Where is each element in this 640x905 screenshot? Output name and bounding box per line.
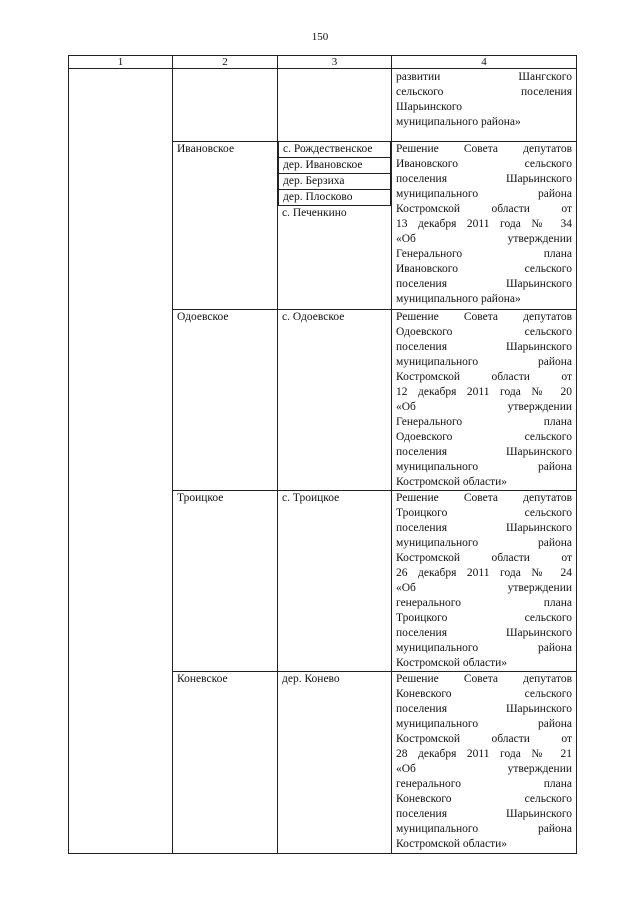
decision-line: «Об утверждении: [396, 401, 572, 413]
decision-line: 12 декабря 2011 года № 20: [396, 386, 572, 398]
decision-line: поселения Шарьинского: [396, 278, 572, 290]
places-cell: дер. Конево: [278, 672, 392, 854]
decision-line: Костромской области»: [396, 838, 508, 850]
decision-line: Одоевского сельского: [396, 326, 572, 338]
decision-line: Коневского сельского: [396, 688, 572, 700]
decision-line: Решение Совета депутатов: [396, 143, 572, 155]
decision-line: Ивановского сельского: [396, 158, 572, 170]
decision-line: Троицкого сельского: [396, 507, 572, 519]
decision-line: муниципального района»: [396, 116, 521, 128]
place-item: с. Рождественское: [278, 142, 391, 158]
column-1-cell: [69, 69, 173, 854]
column-header-1: 1: [69, 56, 173, 69]
table-row: [69, 69, 577, 142]
settlement-cell: Троицкое: [173, 491, 278, 672]
decision-line: муниципального района: [396, 461, 572, 473]
decision-line: муниципального района: [396, 537, 572, 549]
decision-line: Генерального плана: [396, 248, 572, 260]
decision-cell: [392, 310, 577, 491]
header-row: [69, 56, 577, 69]
places-cell: с. Одоевское: [278, 310, 392, 491]
decision-line: 26 декабря 2011 года № 24: [396, 567, 572, 579]
decision-line: Костромской области»: [396, 657, 508, 669]
decision-line: развитии Шангского: [396, 71, 572, 83]
decision-line: генерального плана: [396, 597, 572, 609]
column-header-3: 3: [278, 56, 392, 69]
decision-line: поселения Шарьинского: [396, 703, 572, 715]
decision-line: поселения Шарьинского: [396, 522, 572, 534]
places-cell: с. Троицкое: [278, 491, 392, 672]
decision-line: Костромской области от: [396, 552, 572, 564]
place-item: с. Печенкино: [282, 207, 347, 219]
decision-line: муниципального района: [396, 356, 572, 368]
settlement-cell: Ивановское: [173, 142, 278, 310]
settlement-cell: Коневское: [173, 672, 278, 854]
decision-line: поселения Шарьинского: [396, 341, 572, 353]
decision-line: Коневского сельского: [396, 793, 572, 805]
decision-line: Решение Совета депутатов: [396, 492, 572, 504]
decision-line: муниципального района: [396, 718, 572, 730]
decision-line: Костромской области от: [396, 203, 572, 215]
place-item: дер. Берзиха: [278, 174, 391, 190]
decision-line: генерального плана: [396, 778, 572, 790]
places-cell: [278, 142, 392, 310]
decision-line: Генерального плана: [396, 416, 572, 428]
decision-cell: [392, 69, 577, 142]
decision-line: 28 декабря 2011 года № 21: [396, 748, 572, 760]
decision-line: муниципального района: [396, 188, 572, 200]
decision-line: поселения Шарьинского: [396, 808, 572, 820]
decision-cell: [392, 491, 577, 672]
decision-line: Одоевского сельского: [396, 431, 572, 443]
place-item: дер. Плосково: [278, 190, 391, 206]
decision-line: муниципального района: [396, 823, 572, 835]
decision-line: поселения Шарьинского: [396, 446, 572, 458]
decision-line: сельского поселения: [396, 86, 572, 98]
decision-line: Костромской области от: [396, 733, 572, 745]
decision-line: Шарьинского: [396, 101, 463, 113]
column-header-2: 2: [173, 56, 278, 69]
place-item: дер. Ивановское: [278, 158, 391, 174]
settlements-table: [68, 55, 577, 854]
decision-line: поселения Шарьинского: [396, 627, 572, 639]
decision-line: Костромской области от: [396, 371, 572, 383]
decision-line: поселения Шарьинского: [396, 173, 572, 185]
decision-line: муниципального района: [396, 642, 572, 654]
page-number: 150: [311, 31, 329, 43]
decision-line: Троицкого сельского: [396, 612, 572, 624]
decision-line: 13 декабря 2011 года № 34: [396, 218, 572, 230]
places-cell: [278, 69, 392, 142]
settlement-cell: Одоевское: [173, 310, 278, 491]
decision-line: «Об утверждении: [396, 233, 572, 245]
decision-line: «Об утверждении: [396, 582, 572, 594]
decision-line: муниципального района»: [396, 293, 521, 305]
decision-line: Решение Совета депутатов: [396, 673, 572, 685]
settlement-cell: [173, 69, 278, 142]
decision-cell: [392, 672, 577, 854]
column-header-4: 4: [392, 56, 577, 69]
decision-line: «Об утверждении: [396, 763, 572, 775]
decision-line: Ивановского сельского: [396, 263, 572, 275]
decision-line: Решение Совета депутатов: [396, 311, 572, 323]
decision-cell: [392, 142, 577, 310]
decision-line: Костромской области»: [396, 476, 508, 488]
